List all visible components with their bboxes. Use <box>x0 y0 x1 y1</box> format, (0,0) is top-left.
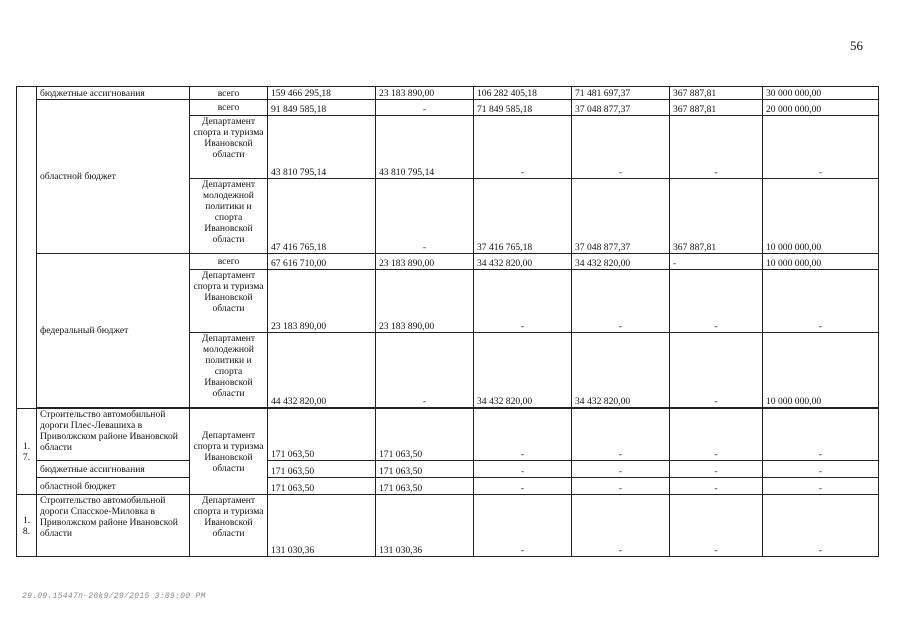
value-cell: - <box>670 333 763 408</box>
executor-total: всего <box>190 100 268 116</box>
value-cell: 171 063,50 <box>376 461 474 478</box>
value-cell: 44 432 820,00 <box>268 333 376 408</box>
value-cell: - <box>763 116 879 179</box>
executor-dept-youth-sport: Департамент молодежной политики и спорта Ивановской области <box>190 179 268 254</box>
executor-dept-sport-tourism: Департамент спорта и туризма Ивановской области <box>190 495 268 557</box>
value-cell: 131 030,36 <box>268 495 376 557</box>
row-label-regional-budget: областной бюджет <box>37 100 190 254</box>
item-title: Строительство автомобильной дороги Плес-Левашиха в Приволжском районе Ивановской области <box>37 409 190 461</box>
value-cell: - <box>572 478 670 495</box>
row-label-federal-budget: федеральный бюджет <box>37 254 190 408</box>
value-cell: - <box>670 270 763 333</box>
value-cell: 23 183 890,00 <box>268 270 376 333</box>
value-cell: 171 063,50 <box>376 478 474 495</box>
value-cell: 71 481 697,37 <box>572 87 670 100</box>
value-cell: - <box>670 495 763 557</box>
value-cell: 171 063,50 <box>268 478 376 495</box>
value-cell: - <box>474 461 572 478</box>
value-cell: 10 000 000,00 <box>763 333 879 408</box>
value-cell: 34 432 820,00 <box>572 333 670 408</box>
table-row-item-1-8 <box>17 495 879 557</box>
value-cell: - <box>763 495 879 557</box>
value-cell: 171 063,50 <box>268 409 376 461</box>
item-title: Строительство автомобильной дороги Спасское-Миловка в Приволжском районе Ивановской области <box>37 495 190 557</box>
value-cell: 34 432 820,00 <box>474 333 572 408</box>
page-number: 56 <box>850 38 863 53</box>
value-cell: - <box>572 116 670 179</box>
value-cell: - <box>670 254 763 270</box>
value-cell: 43 810 795,14 <box>268 116 376 179</box>
value-cell: 34 432 820,00 <box>572 254 670 270</box>
value-cell: 23 183 890,00 <box>376 87 474 100</box>
value-cell: - <box>474 270 572 333</box>
item-number: 1. 8. <box>17 495 37 557</box>
value-cell: 23 183 890,00 <box>376 254 474 270</box>
value-cell: 10 000 000,00 <box>763 179 879 254</box>
executor-dept-youth-sport: Департамент молодежной политики и спорта Ивановской области <box>190 333 268 408</box>
table-cell-number <box>17 87 37 409</box>
executor-dept-sport-tourism: Департамент спорта и туризма Ивановской области <box>190 270 268 333</box>
value-cell: - <box>763 409 879 461</box>
executor-dept-sport-tourism: Департамент спорта и туризма Ивановской области <box>190 116 268 179</box>
value-cell: - <box>376 100 474 116</box>
value-cell: 171 063,50 <box>376 409 474 461</box>
value-cell: - <box>670 461 763 478</box>
value-cell: - <box>763 461 879 478</box>
item-number: 1. 7. <box>17 409 37 495</box>
table-row-item-1-7 <box>17 409 879 461</box>
row-label-budget-allocations: бюджетные ассигнования <box>37 461 190 478</box>
value-cell: - <box>670 478 763 495</box>
value-cell: 71 849 585,18 <box>474 100 572 116</box>
table-row <box>17 87 879 100</box>
executor-total: всего <box>190 254 268 270</box>
table-row <box>17 478 879 495</box>
row-label-regional-budget: областной бюджет <box>37 478 190 495</box>
table-row <box>17 461 879 478</box>
value-cell: 67 616 710,00 <box>268 254 376 270</box>
value-cell: - <box>763 478 879 495</box>
value-cell: 37 048 877,37 <box>572 179 670 254</box>
table-row <box>17 254 879 270</box>
value-cell: - <box>474 116 572 179</box>
value-cell: 131 030,36 <box>376 495 474 557</box>
value-cell: 10 000 000,00 <box>763 254 879 270</box>
value-cell: 23 183 890,00 <box>376 270 474 333</box>
value-cell: 47 416 765,18 <box>268 179 376 254</box>
value-cell: - <box>572 409 670 461</box>
value-cell: 367 887,81 <box>670 179 763 254</box>
value-cell: - <box>763 270 879 333</box>
value-cell: 43 810 795,14 <box>376 116 474 179</box>
value-cell: - <box>474 478 572 495</box>
value-cell: - <box>376 333 474 408</box>
footer-timestamp: 29.09.15447п-28k9/29/2015 3:09:00 PM <box>22 592 206 601</box>
value-cell: - <box>670 116 763 179</box>
value-cell: - <box>376 179 474 254</box>
value-cell: - <box>474 409 572 461</box>
value-cell: - <box>572 495 670 557</box>
value-cell: 20 000 000,00 <box>763 100 879 116</box>
value-cell: - <box>670 409 763 461</box>
executor-dept-sport-tourism: Департамент спорта и туризма Ивановской области <box>190 409 268 495</box>
value-cell: - <box>572 461 670 478</box>
value-cell: - <box>572 270 670 333</box>
value-cell: 171 063,50 <box>268 461 376 478</box>
value-cell: 367 887,81 <box>670 87 763 100</box>
value-cell: 37 048 877,37 <box>572 100 670 116</box>
value-cell: 30 000 000,00 <box>763 87 879 100</box>
row-label-budget-allocations: бюджетные ассигнования <box>37 87 190 100</box>
value-cell: 34 432 820,00 <box>474 254 572 270</box>
value-cell: 91 849 585,18 <box>268 100 376 116</box>
value-cell: 106 282 405,18 <box>474 87 572 100</box>
value-cell: 367 887,81 <box>670 100 763 116</box>
table-row <box>17 100 879 116</box>
value-cell: 37 416 765,18 <box>474 179 572 254</box>
value-cell: - <box>474 495 572 557</box>
value-cell: 159 466 295,18 <box>268 87 376 100</box>
executor-total: всего <box>190 87 268 100</box>
budget-table <box>16 86 879 557</box>
